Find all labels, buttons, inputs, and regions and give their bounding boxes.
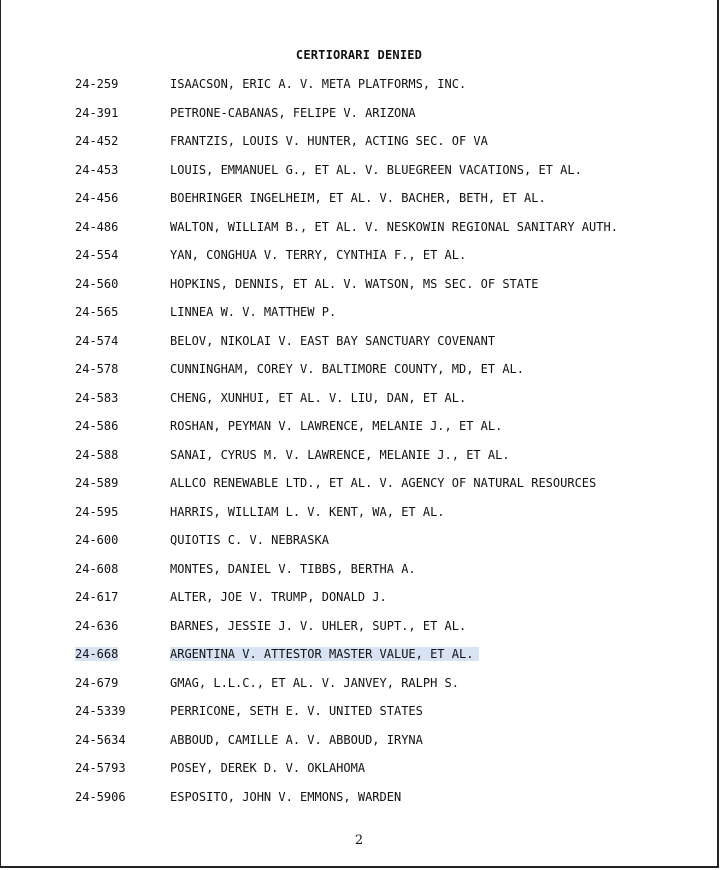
docket-number: 24-554 [75, 248, 119, 262]
case-row [1, 786, 717, 815]
docket-number: 24-589 [75, 476, 119, 490]
case-row [1, 558, 717, 587]
case-row [1, 73, 717, 102]
case-name: BELOV, NIKOLAI V. EAST BAY SANCTUARY COVENANT [170, 333, 496, 348]
case-row [1, 757, 717, 786]
case-name: ABBOUD, CAMILLE A. V. ABBOUD, IRYNA [170, 732, 423, 747]
docket-number: 24-5906 [75, 789, 126, 804]
case-name: ARGENTINA V. ATTESTOR MASTER VALUE, ET AL. [170, 647, 479, 661]
case-name: QUIOTIS C. V. NEBRASKA [170, 533, 329, 547]
case-name: YAN, CONGHUA V. TERRY, CYNTHIA F., ET AL. [170, 248, 467, 262]
case-name: CHENG, XUNHUI, ET AL. V. LIU, DAN, ET AL. [170, 390, 467, 405]
section-heading: CERTIORARI DENIED [295, 48, 423, 62]
case-name: ALLCO RENEWABLE LTD., ET AL. V. AGENCY OF NATURAL RESOURCES [170, 476, 597, 490]
docket-number: 24-600 [75, 533, 119, 547]
case-name: HARRIS, WILLIAM L. V. KENT, WA, ET AL. [170, 504, 445, 519]
case-row [1, 415, 717, 444]
case-name: POSEY, DEREK D. V. OKLAHOMA [170, 761, 366, 775]
case-list [1, 73, 717, 814]
case-name: PERRICONE, SETH E. V. UNITED STATES [170, 704, 423, 718]
case-name: SANAI, CYRUS M. V. LAWRENCE, MELANIE J., ET AL. [170, 447, 510, 462]
case-name: WALTON, WILLIAM B., ET AL. V. NESKOWIN REGIONAL SANITARY AUTH. [170, 219, 618, 234]
docket-number: 24-560 [75, 276, 119, 291]
case-name: ALTER, JOE V. TRUMP, DONALD J. [170, 590, 387, 604]
docket-number: 24-578 [75, 362, 119, 376]
case-row [1, 643, 717, 672]
case-name: PETRONE-CABANAS, FELIPE V. ARIZONA [170, 105, 416, 120]
case-name: LOUIS, EMMANUEL G., ET AL. V. BLUEGREEN VACATIONS, ET AL. [170, 162, 582, 177]
docket-number: 24-608 [75, 561, 119, 576]
case-name: CUNNINGHAM, COREY V. BALTIMORE COUNTY, MD, ET AL. [170, 362, 525, 376]
case-row [1, 159, 717, 188]
docket-number: 24-574 [75, 333, 119, 348]
docket-number: 24-617 [75, 590, 119, 604]
case-name: BOEHRINGER INGELHEIM, ET AL. V. BACHER, BETH, ET AL. [170, 191, 546, 205]
case-row [1, 187, 717, 216]
docket-number: 24-595 [75, 504, 119, 519]
docket-number: 24-588 [75, 447, 119, 462]
case-name: ROSHAN, PEYMAN V. LAWRENCE, MELANIE J., ET AL. [170, 419, 503, 433]
case-row [1, 729, 717, 758]
case-row [1, 672, 717, 701]
page-number: 2 [354, 833, 364, 848]
case-row [1, 586, 717, 615]
case-row [1, 301, 717, 330]
case-name: ISAACSON, ERIC A. V. META PLATFORMS, INC. [170, 77, 467, 91]
case-row [1, 330, 717, 359]
case-row [1, 501, 717, 530]
docket-number: 24-456 [75, 191, 119, 205]
case-row [1, 700, 717, 729]
case-name: HOPKINS, DENNIS, ET AL. V. WATSON, MS SEC. OF STATE [170, 276, 539, 291]
case-name: FRANTZIS, LOUIS V. HUNTER, ACTING SEC. OF VA [170, 134, 488, 148]
case-row [1, 244, 717, 273]
case-row [1, 615, 717, 644]
case-row [1, 358, 717, 387]
case-row [1, 472, 717, 501]
case-row [1, 273, 717, 302]
case-row [1, 444, 717, 473]
docket-number: 24-5634 [75, 732, 126, 747]
docket-number: 24-583 [75, 390, 119, 405]
docket-number: 24-259 [75, 77, 119, 91]
docket-number: 24-636 [75, 618, 119, 633]
docket-number: 24-668 [75, 647, 119, 661]
case-name: GMAG, L.L.C., ET AL. V. JANVEY, RALPH S. [170, 675, 459, 690]
case-name: BARNES, JESSIE J. V. UHLER, SUPT., ET AL. [170, 618, 467, 633]
docket-number: 24-391 [75, 105, 119, 120]
docket-number: 24-586 [75, 419, 119, 433]
docket-number: 24-452 [75, 134, 119, 148]
case-name: MONTES, DANIEL V. TIBBS, BERTHA A. [170, 561, 416, 576]
case-row [1, 130, 717, 159]
case-row [1, 102, 717, 131]
docket-number: 24-5793 [75, 761, 126, 775]
case-row [1, 529, 717, 558]
docket-number: 24-5339 [75, 704, 126, 718]
case-row [1, 387, 717, 416]
case-name: ESPOSITO, JOHN V. EMMONS, WARDEN [170, 789, 402, 804]
docket-number: 24-565 [75, 305, 119, 319]
docket-number: 24-453 [75, 162, 119, 177]
docket-number: 24-486 [75, 219, 119, 234]
case-name: LINNEA W. V. MATTHEW P. [170, 305, 337, 319]
docket-number: 24-679 [75, 675, 119, 690]
case-row [1, 216, 717, 245]
